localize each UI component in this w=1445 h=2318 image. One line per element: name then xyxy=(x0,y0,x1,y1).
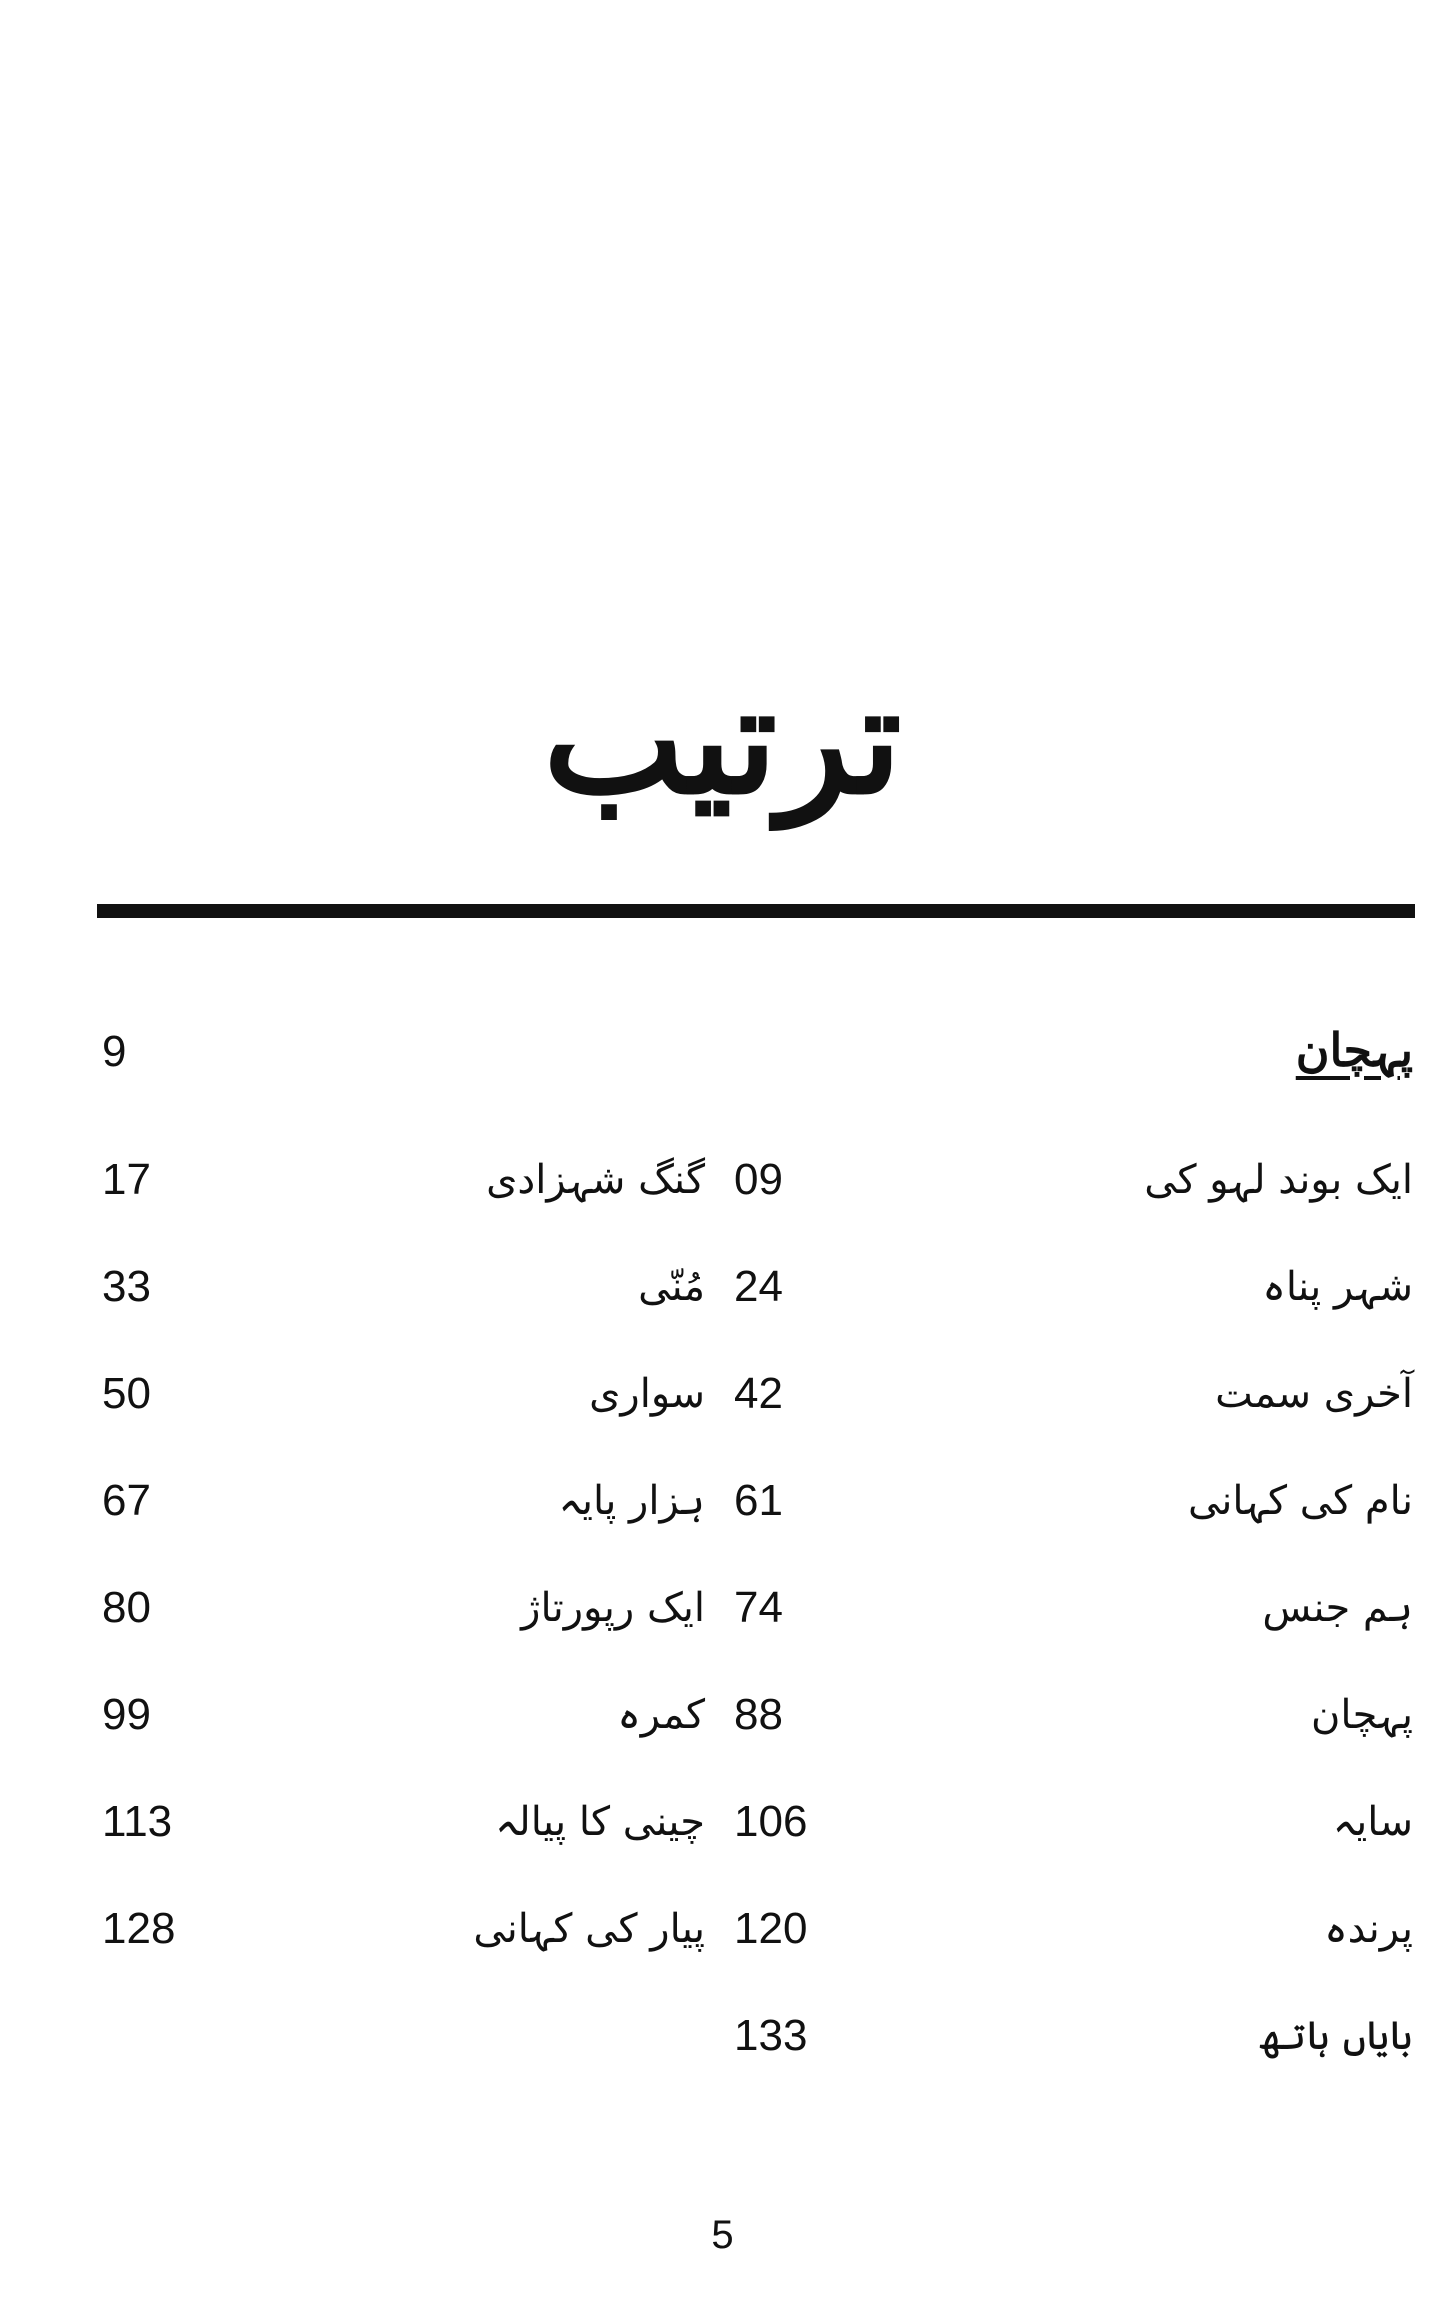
toc-row xyxy=(0,1140,1445,1220)
toc-entry-page: 128 xyxy=(102,1904,176,1953)
toc-entry-title: پیار کی کہانی xyxy=(473,1906,705,1952)
heading-divider xyxy=(97,904,1415,918)
toc-entry-page: 80 xyxy=(102,1583,151,1632)
toc-entry-title: پہچان xyxy=(1311,1692,1413,1738)
toc-row xyxy=(0,1675,1445,1755)
section-title: پہچان xyxy=(1295,1023,1413,1077)
page-number: 5 xyxy=(711,2213,734,2257)
page-title: ترتیب xyxy=(543,652,902,828)
toc-entry-page: 106 xyxy=(734,1797,808,1846)
toc-row xyxy=(0,1461,1445,1541)
toc-entry-title: سایہ xyxy=(1332,1799,1413,1845)
toc-entry-page: 88 xyxy=(734,1690,783,1739)
toc-entry-page: 50 xyxy=(102,1369,151,1418)
toc-entry-page: 17 xyxy=(102,1155,151,1204)
toc-entry-page: 74 xyxy=(734,1583,783,1632)
toc-entry-page: 24 xyxy=(734,1262,783,1311)
toc-entry-title: چینی کا پیالہ xyxy=(495,1799,705,1845)
toc-entry-title: مُنّی xyxy=(638,1264,705,1310)
toc-entry-title: کمرہ xyxy=(617,1692,705,1738)
toc-row xyxy=(0,1889,1445,1969)
toc-entry-page: 33 xyxy=(102,1262,151,1311)
toc-entry-page: 61 xyxy=(734,1476,783,1525)
toc-entry-title: آخری سمت xyxy=(1215,1371,1413,1417)
toc-entry-title: نام کی کہانی xyxy=(1187,1478,1413,1524)
toc-entry-title: پرندہ xyxy=(1324,1906,1413,1952)
toc-entry-title: ایک بوند لہو کی xyxy=(1144,1157,1413,1203)
toc-entry-page: 09 xyxy=(734,1155,783,1204)
toc-entry-title: ہم جنس xyxy=(1262,1585,1413,1631)
section-page-number: 9 xyxy=(102,1027,127,1076)
toc-entry-title: سواری xyxy=(589,1371,705,1417)
toc-entry-page: 42 xyxy=(734,1369,783,1418)
toc-row xyxy=(0,1568,1445,1648)
toc-entry-page: 133 xyxy=(734,2011,808,2060)
toc-entry-page: 113 xyxy=(102,1797,173,1846)
toc-entry-title: ہزار پایہ xyxy=(558,1478,705,1524)
toc-entry-page: 99 xyxy=(102,1690,151,1739)
toc-entry-title: گنگ شہزادی xyxy=(486,1157,705,1203)
toc-entry-title: شہر پناہ xyxy=(1262,1264,1413,1310)
toc-row xyxy=(0,1782,1445,1862)
toc-entry-title: بایاں ہاتھ xyxy=(1259,2013,1413,2059)
toc-entry-page: 120 xyxy=(734,1904,808,1953)
toc-row xyxy=(0,1247,1445,1327)
toc-row xyxy=(0,1354,1445,1434)
toc-entry-title: ایک رپورتاژ xyxy=(521,1585,705,1631)
toc-entry-page: 67 xyxy=(102,1476,151,1525)
toc-row xyxy=(0,1996,1445,2076)
